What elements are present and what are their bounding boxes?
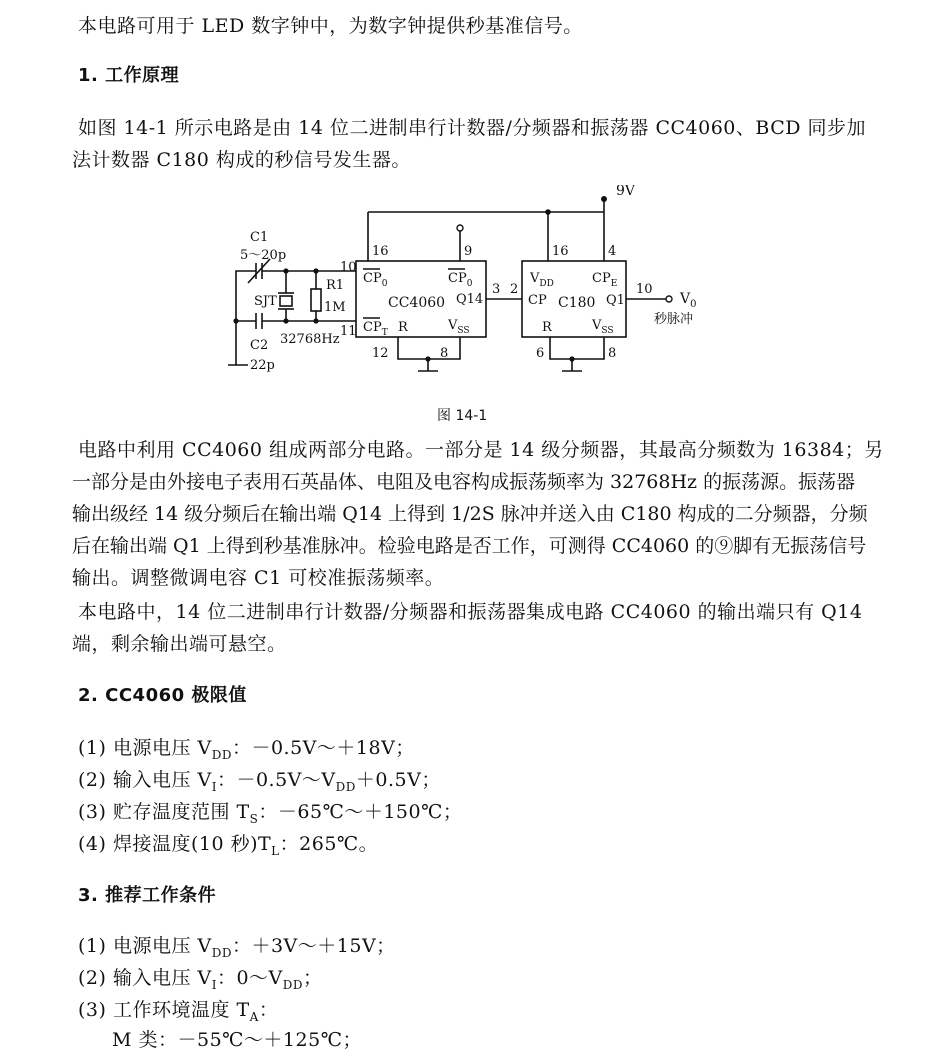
ic2-ground-wire	[550, 337, 604, 359]
ic1-pin10: 10	[340, 260, 357, 275]
para2-line1: 电路中利用 CC4060 组成两部分电路。一部分是 14 级分频器，其最高分频数为 16384；另	[78, 439, 884, 461]
section3-heading: 3. 推荐工作条件	[78, 885, 217, 906]
para2-line2: 一部分是由外接电子表用石英晶体、电阻及电容构成振荡频率为 32768Hz 的振荡源。振荡器	[72, 471, 856, 493]
intro-text: 本电路可用于 LED 数字钟中，为数字钟提供秒基准信号。	[78, 15, 583, 37]
ic1-cp0b-label: $CP_0$	[448, 271, 473, 289]
ic2-name: C180	[558, 295, 596, 311]
output-desc: 秒脉冲	[654, 312, 694, 327]
para2-line4: 后在输出端 Q1 上得到秒基准脉冲。检验电路是否工作，可测得 CC4060 的⑨脚有无振荡信号	[72, 535, 867, 557]
ic1-vss-label: $V_{SS}$	[448, 318, 470, 336]
ic1-q14: Q14	[456, 292, 484, 307]
ic2-pin4: 4	[608, 244, 617, 259]
ic2-pin2: 2	[510, 282, 519, 297]
limit-item-2: (2) 输入电压 $V_I$：$-0.5V\sim V_{DD}+0.5V$；	[78, 769, 441, 794]
pin9-testpoint	[457, 225, 463, 231]
ic1-pin11: 11	[340, 324, 357, 339]
section2-heading: 2. CC4060 极限值	[78, 685, 247, 706]
ic1-pin3: 3	[492, 282, 501, 297]
r1-name: R1	[326, 278, 345, 293]
supply-label: 9V	[616, 185, 636, 199]
limit-item-4: (4) 焊接温度(10 秒)$T_L$：265℃。	[78, 833, 379, 858]
para2-line5: 输出。调整微调电容 C1 可校准振荡频率。	[72, 567, 445, 589]
cond-item-3: (3) 工作环境温度 $T_A$：	[78, 999, 279, 1024]
r1-value: 1M	[324, 300, 346, 315]
para2-line3: 输出级经 14 级分频后在输出端 Q14 上得到 1/2S 脉冲并送入由 C180 构成的二分频器，分频	[72, 503, 868, 525]
junction-d	[313, 318, 318, 323]
ic1-cp0-label: $CP_0$	[363, 271, 388, 289]
ic1-ground-junction	[425, 356, 430, 361]
junction-c	[283, 318, 288, 323]
ic1-pin12: 12	[372, 346, 389, 361]
circuit-diagram	[220, 185, 710, 385]
ic2-pin6: 6	[536, 346, 545, 361]
c2-name: C2	[250, 338, 269, 353]
ic1-ground-wire	[398, 337, 460, 359]
ic2-pin16: 16	[552, 244, 569, 259]
output-label: $V_0$	[680, 291, 697, 310]
ic2-cpe-label: $CP_E$	[592, 271, 618, 289]
limit-item-1: (1) 电源电压 $V_{DD}$：－0.5V～＋18V；	[78, 737, 415, 762]
para1-line2: 法计数器 C180 构成的秒信号发生器。	[72, 149, 411, 171]
cond-item-1: (1) 电源电压 $V_{DD}$：＋3V～＋15V；	[78, 935, 396, 960]
output-terminal	[666, 296, 672, 302]
ic1-cpt-label: $CP_T$	[363, 320, 388, 338]
ic1-r-label: R	[398, 320, 408, 335]
ic1-name: CC4060	[388, 295, 446, 311]
figure-caption: 图 14-1	[437, 408, 488, 424]
section1-heading: 1. 工作原理	[78, 65, 180, 86]
ic1-pin16: 16	[372, 244, 389, 259]
ic1-pin8: 8	[440, 346, 449, 361]
ic2-pin8: 8	[608, 346, 617, 361]
xtal-body	[280, 296, 292, 306]
c1-value: 5～20p	[240, 248, 287, 263]
limit-item-3: (3) 贮存温度范围 $T_S$：－65℃～＋150℃；	[78, 801, 463, 826]
xtal-freq: 32768Hz	[280, 332, 340, 347]
cond-item-2: (2) 输入电压 $V_I$：$0\sim V_{DD}$；	[78, 967, 323, 992]
c2-value: 22p	[250, 358, 275, 373]
para3-line2: 端，剩余输出端可悬空。	[72, 633, 287, 655]
ic2-r-label: R	[542, 320, 552, 335]
para3-line1: 本电路中，14 位二进制串行计数器/分频器和振荡器集成电路 CC4060 的输出端只有 Q14	[78, 601, 863, 623]
ic2-vdd-label: $V_{DD}$	[530, 271, 554, 289]
ic1-pin9: 9	[464, 244, 473, 259]
c1-name: C1	[250, 230, 269, 245]
ic2-q1-label: Q1	[606, 293, 625, 308]
ic2-vss-label: $V_{SS}$	[592, 318, 614, 336]
ic2-ground-junction	[569, 356, 574, 361]
r1-body	[311, 289, 321, 311]
xtal-name: SJT	[254, 294, 277, 309]
cond-m-class: M 类：－55℃～＋125℃；	[112, 1029, 362, 1051]
ic2-pin10: 10	[636, 282, 653, 297]
para1-line1: 如图 14-1 所示电路是由 14 位二进制串行计数器/分频器和振荡器 CC4060、BCD 同步加	[78, 117, 867, 139]
ic2-cp-label: CP	[528, 293, 547, 308]
